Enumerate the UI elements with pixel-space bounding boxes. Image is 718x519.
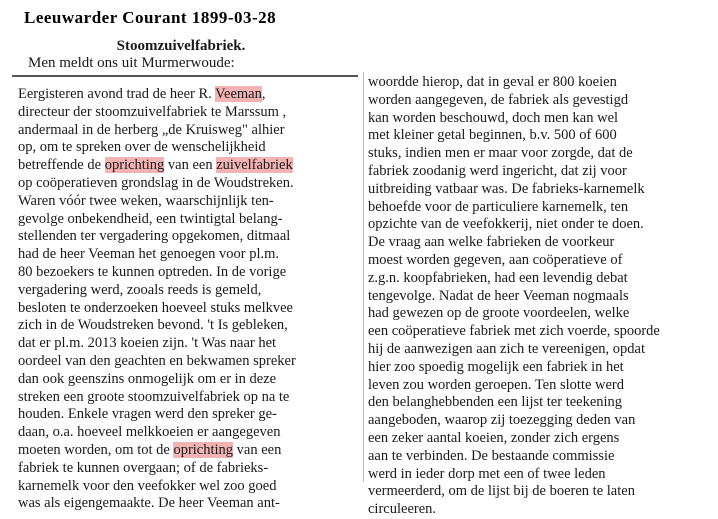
text-line	[18, 335, 362, 353]
highlighted-term: oprichting	[104, 157, 165, 174]
text-segment: houden. Enkele vragen werd den spreker ge-	[18, 406, 277, 423]
highlighted-term: zuivelfabriek	[216, 157, 293, 174]
text-segment: daan, o.a. hoeveel melkkoeien er aangegeven	[18, 424, 281, 441]
newspaper-title: Leeuwarder Courant 1899-03-28	[24, 8, 277, 27]
text-line: kan worden beschouwd, doch men kan wel	[368, 109, 619, 126]
text-segment: directeur der stoomzuivelfabriek te Marssum ,	[18, 103, 287, 120]
text-line	[18, 389, 362, 407]
text-line	[18, 353, 362, 371]
text-line	[18, 282, 362, 300]
text-segment: 80 bezoekers te kunnen optreden. In de vorige	[18, 263, 287, 280]
text-line: woordde hierop, dat in geval er 800 koeien	[368, 74, 617, 90]
text-line	[18, 371, 362, 389]
text-segment: zich in de Woudstreken bevond. 't Is gebleken,	[18, 317, 288, 334]
column-divider	[363, 72, 364, 482]
text-segment: van een	[233, 441, 282, 458]
text-segment: andermaal in de herberg „de Kruisweg" alhier	[18, 121, 285, 138]
text-line	[18, 193, 362, 211]
text-line	[18, 122, 362, 140]
text-line	[18, 406, 362, 424]
text-segment: stellenden ter vergadering opgekomen, ditmaal	[18, 228, 291, 245]
text-line: had gewezen op de groote voordeelen, welke	[368, 305, 630, 322]
text-segment: vergadering werd, zooals reeds is gemeld,	[18, 281, 262, 298]
highlighted-term: oprichting	[173, 441, 234, 458]
text-segment: had de heer Veeman het genoegen voor pl.m.	[18, 246, 280, 263]
text-line: vermeerderd, om de lijst bij de boeren te laten	[368, 483, 635, 500]
text-segment: van een	[164, 157, 217, 174]
text-segment: op, om te spreken over de wenschelijkheid	[18, 139, 266, 156]
text-line: circuleeren.	[368, 501, 437, 518]
article-subhead: Men meldt ons uit Murmerwoude:	[28, 55, 235, 71]
text-line: stuks, indien men er maar voor zorgde, dat de	[368, 145, 633, 162]
text-line	[18, 478, 362, 496]
text-line: z.g.n. koopfabrieken, had een levendig debat	[368, 269, 628, 286]
highlighted-term: Veeman	[215, 86, 262, 102]
text-segment: karnemelk voor den veefokker wel zoo goed	[18, 477, 277, 494]
right-column	[368, 74, 706, 519]
text-line	[18, 139, 362, 157]
text-line	[18, 86, 362, 104]
text-line: den belanghebbenden een lijst ter teekening	[368, 394, 623, 411]
text-line: moest worden gegeven, aan coöperatieve of	[368, 251, 623, 268]
text-line	[18, 424, 362, 442]
text-line: opzichte van de veefokkerij, niet onder te doen.	[368, 216, 644, 233]
text-line	[18, 246, 362, 264]
text-segment: betreffende de	[18, 157, 105, 174]
text-segment: oordeel van den geachten en bekwamen spreker	[18, 352, 296, 369]
text-line: hij de aanwezigen aan zich te vereenigen, opdat	[368, 340, 645, 357]
text-line	[18, 300, 362, 318]
left-column	[18, 86, 362, 513]
text-segment: ,	[261, 86, 266, 102]
text-segment: was als eigengemaakte. De heer Veeman ant-	[18, 495, 280, 512]
text-line: aangeboden, waarop zij toezegging deden van	[368, 412, 636, 429]
text-segment: dan ook geenszins onmogelijk om er in deze	[18, 370, 277, 387]
text-line: werd in ieder dorp met een of twee leden	[368, 465, 606, 482]
text-line	[18, 495, 362, 513]
text-line	[18, 317, 362, 335]
text-line	[18, 211, 362, 229]
headline-rule	[12, 75, 358, 77]
text-line	[18, 228, 362, 246]
text-line: behoefde voor de particuliere karnemelk, ten	[368, 198, 629, 215]
text-line	[18, 157, 362, 175]
text-line: fabriek zoodanig werd ingericht, dat zij voor	[368, 162, 627, 179]
text-line: tengevolge. Nadat de heer Veeman nogmaals	[368, 287, 629, 304]
text-line: leven zou worden geroepen. Ten slotte werd	[368, 376, 625, 393]
text-segment: fabriek te kunnen overgaan; of de fabrieks-	[18, 459, 269, 476]
text-line	[18, 460, 362, 478]
text-line: aan te verbinden. De bestaande commissie	[368, 447, 615, 464]
text-segment: Waren vóór twee weken, waarschijnlijk ten-	[18, 192, 274, 209]
text-line: met kleiner getal beginnen, b.v. 500 of 600	[368, 127, 617, 144]
text-line: uitbreiding vatbaar was. De fabrieks-karnemelk	[368, 180, 645, 197]
text-line	[18, 442, 362, 460]
text-line: hier zoo spoedig mogelijk een fabriek in het	[368, 358, 624, 375]
text-line	[18, 104, 362, 122]
text-line	[18, 175, 362, 193]
text-line: De vraag aan welke fabrieken de voorkeur	[368, 234, 615, 251]
text-line: een coöperatieve fabriek met zich voerde, spoorde	[368, 323, 660, 340]
text-segment: dat er pl.m. 2013 koeien zijn. 't Was naar het	[18, 335, 277, 352]
text-segment: besloten te onderzoeken hoeveel stuks melkvee	[18, 299, 293, 316]
text-segment: gevolge onbekendheid, een twintigtal belang-	[18, 210, 283, 227]
text-segment: op coöperatieven grondslag in de Woudstreken.	[18, 174, 294, 191]
text-segment: Eergisteren avond trad de heer R.	[18, 86, 216, 102]
text-line	[18, 264, 362, 282]
text-segment: streken een groote stoomzuivelfabriek op na te	[18, 388, 290, 405]
text-line: een zeker aantal koeien, zonder zich ergens	[368, 429, 620, 446]
text-line: worden aangegeven, de fabriek als gevestigd	[368, 91, 629, 108]
text-segment: moeten worden, om tot de	[18, 441, 174, 458]
article-headline: Stoomzuivelfabriek.	[116, 38, 246, 54]
